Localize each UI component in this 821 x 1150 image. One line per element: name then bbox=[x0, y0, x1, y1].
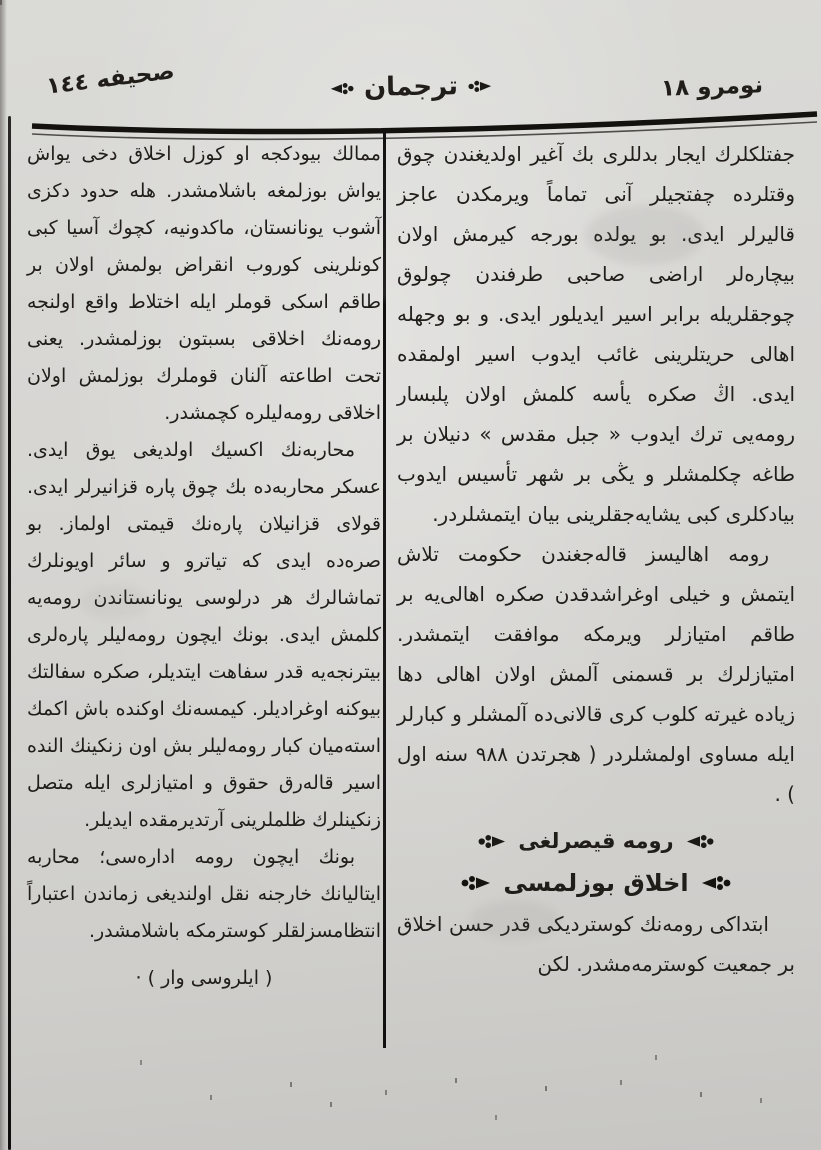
newspaper-title: ترجمان bbox=[363, 71, 458, 103]
column-divider-rule bbox=[383, 130, 386, 1048]
to-be-continued-note: ( ايلروسى وار ) · bbox=[135, 967, 273, 989]
ink-bleedthrough-smudge bbox=[80, 585, 150, 619]
fleuron-icon bbox=[686, 833, 714, 850]
paragraph: رومه اهاليسز قاله‌جغندن حكومت تلاش ايتمش و خيلى اوغراشدقدن صكره اهالى‌يه بر طاقم امتيازلر ويرمكه موافقت ايتمشدر. امتيازلرك بر قسمنى آلمش اولان اهالى دها زياده غيرته كلوب كرى قالانى‌ده آلمشلر و كبارلر ايله مساوى اولمشلردر ( هجرتدن ٩٨٨ سنه اول ) . bbox=[397, 542, 795, 806]
left-frame-line bbox=[8, 116, 11, 1150]
column-left bbox=[27, 136, 381, 998]
paragraph: بونك ايچون رومه اداره‌سى؛ محاربه ايتاليانك خارجنه نقل اولنديغى زماندن اعتباراً انتظامسزلقلر كوسترمكه باشلامشدر. bbox=[27, 846, 381, 942]
column-right bbox=[397, 134, 795, 984]
section-heading-text: اخلاق بوزلمسى bbox=[503, 869, 689, 897]
fleuron-icon bbox=[329, 80, 353, 95]
scan-speckles bbox=[0, 0, 2, 5]
section-heading-text: رومه قيصرلغى bbox=[518, 829, 674, 853]
paragraph: ممالك بيودكجه او كوزل اخلاق دخى يواش يواش بوزلمغه باشلامشدر. هله حدود دكزى آشوب يونانستان، ماكدونيه، كچوك آسيا كبى كونلرينى كوروب انقراض بولمش اولان بر طاقم اسكى قوملر ايله اختلاط واقع اولنجه رومه‌نك اخلاقى بسبتون بوزلمشدر. يعنى تحت اطاعته آلنان قوملرك بوزلمش اولان اخلاقى رومه‌ليلره كچمشدر. bbox=[27, 143, 381, 424]
paragraph: ابتداكى رومه‌نك كوسترديكى قدر حسن اخلاق بر جمعيت كوسترمه‌مشدر. لكن bbox=[397, 912, 795, 976]
ink-bleedthrough-smudge bbox=[585, 205, 705, 265]
fleuron-icon bbox=[478, 833, 506, 850]
ink-bleedthrough-smudge bbox=[470, 900, 560, 940]
masthead bbox=[329, 71, 492, 104]
page-number-label: صحيفه ١٤٤ bbox=[44, 58, 176, 100]
paragraph: جفتلكلرك ايجار بدللرى بك آغير اولديغندن چوق وقتلرده چفتجيلر آنى تماماً ويرمكدن عاجز قاليرلر ايدى. بو يولده بورجه كيرمش اولان بيچاره‌لر اراضى صاحبى طرفندن چولوق چوجقلريله برابر اسير ايديلور ايدى. و بو وجهله اهالى حريتلرينى غائب ايدوب اسير اولمقده ايدى. اڭ صكره يأسه كلمش اولان پلبسار رومه‌يى ترك ايدوب « جبل مقدس » دنيلان بر طاغه چكلمشلر و يڭى بر شهر تأسيس ايدوب بيادكلرى كبى يشايه‌جقلرينى بيان ايتمشلردر. bbox=[397, 142, 795, 526]
section-heading-rome-caesardom bbox=[397, 820, 795, 862]
fleuron-icon bbox=[467, 78, 491, 93]
section-heading-moral-decline bbox=[397, 862, 795, 904]
paragraph: محاربه‌نك اكسيك اولديغى يوق ايدى. عسكر محاربه‌ده بك چوق پاره قزانيرلر ايدى. قولاى قزانيلان پاره‌نك قيمتى اولماز. بو صره‌ده ايدى كه تياترو و سائر اويونلرك تماشالرك هر درلوسى يونانستاندن رومه‌يه كلمش ايدى. بونك ايچون رومه‌ليلر پاره‌لرى بيترنجه‌يه قدر سفاهت ايتديلر، صكره سفالتك بيوكنه اوغراديلر. كيمسه‌نك اوكنده باش اكمك استه‌ميان كبار رومه‌ليلر بش اون زنكينك النده اسير قاله‌رق حقوق و امتيازلرى ايله متصل زنكينلرك ظلملرينى آرتديرمقده ايديلر. bbox=[27, 439, 381, 831]
fleuron-icon bbox=[701, 874, 731, 892]
fleuron-icon bbox=[461, 874, 491, 892]
issue-number-label: نومرو ١٨ bbox=[660, 72, 764, 102]
scan-left-edge bbox=[0, 0, 7, 1150]
